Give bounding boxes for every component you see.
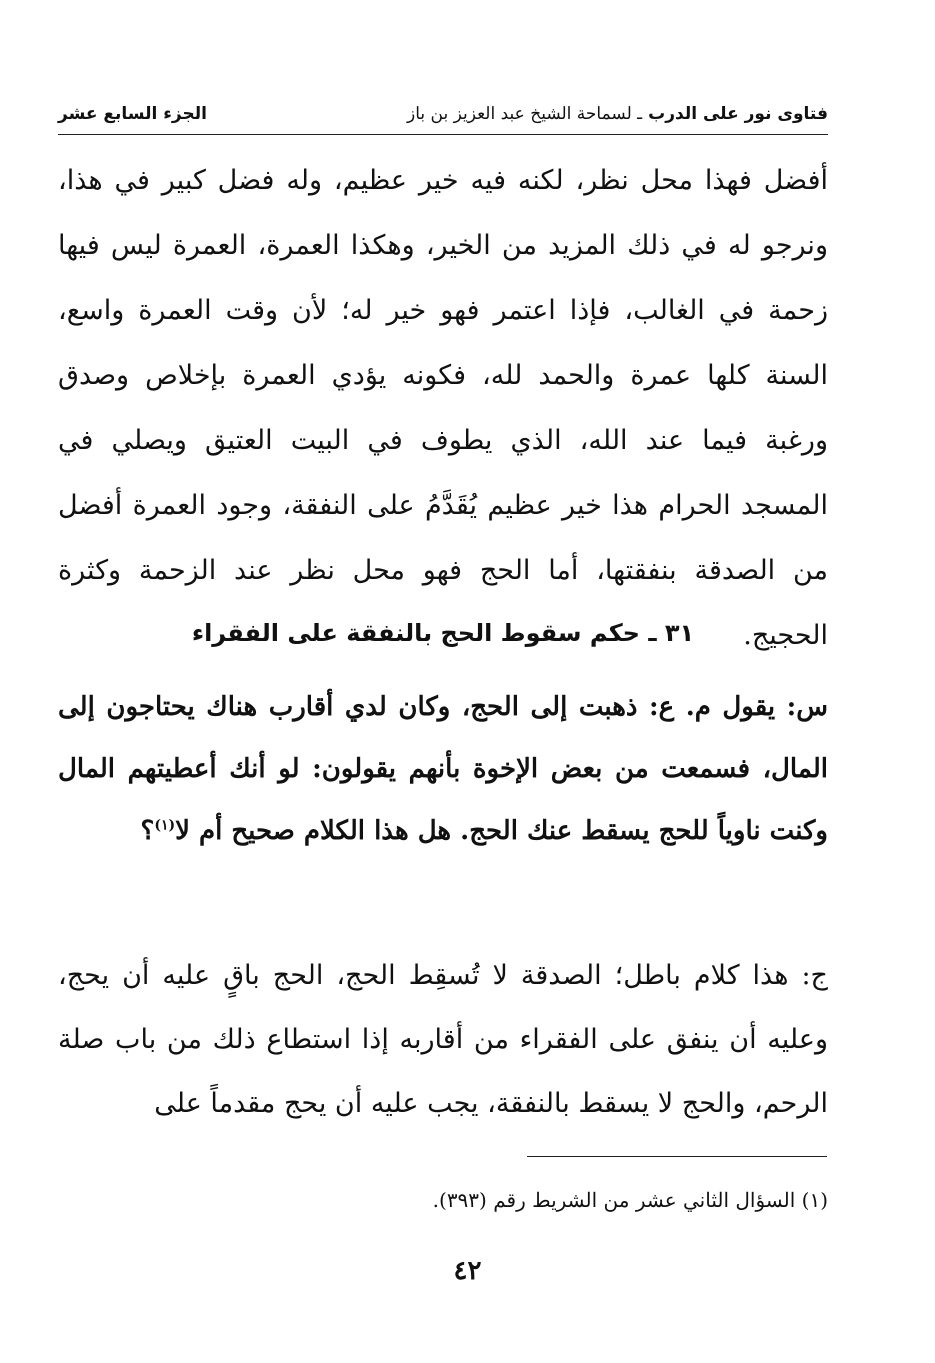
question-text: س: يقول م. ع: ذهبت إلى الحج، وكان لدي أقارب هناك يحتاجون إلى المال، فسمعت من بعض الإخوة بأنهم يقولون: لو أنك أعطيتهم المال وكنت ناوياً للحج يسقط عنك الحج. هل هذا الكلام صحيح أم لا — [58, 692, 828, 846]
book-title: فتاوى نور على الدرب — [648, 104, 828, 124]
paragraph-1: أفضل فهذا محل نظر، لكنه فيه خير عظيم، وله فضل كبير في هذا، ونرجو له في ذلك المزيد من الخير، وهكذا العمرة، العمرة ليس فيها زحمة في الغالب، فإذا اعتمر فهو خير له؛ لأن وقت العمرة واسع، السنة كلها عمرة والحمد لله، فكونه يؤدي العمرة بإخلاص وصدق ورغبة فيما عند الله، الذي يطوف في البيت العتيق ويصلي في المسجد الحرام هذا خير عظيم يُقَدَّمُ على النفقة، وجود العمرة أفضل من الصدقة بنفقتها، أما الحج فهو محل نظر عند الزحمة وكثرة الحجيج. — [58, 165, 828, 651]
volume-part: الجزء السابع عشر — [58, 104, 207, 124]
page-number: ٤٢ — [453, 1256, 482, 1286]
author-line: ـ لسماحة الشيخ عبد العزيز بن باز — [407, 104, 643, 124]
answer-block: ج: هذا كلام باطل؛ الصدقة لا تُسقِط الحج، الحج باقٍ عليه أن يحج، وعليه أن ينفق على الفقراء من أقاربه إذا استطاع ذلك من باب صلة الرحم، والحج لا يسقط بالنفقة، يجب عليه أن يحج مقدماً على — [58, 960, 828, 1119]
question-mark: ؟ — [140, 816, 155, 846]
footnote-divider — [527, 1156, 827, 1157]
footnote-reference[interactable]: (١) — [154, 817, 176, 834]
section-heading: ٣١ ـ حكم سقوط الحج بالنفقة على الفقراء — [191, 619, 695, 647]
footnote: (١) السؤال الثاني عشر من الشريط رقم (٣٩٣). — [432, 1188, 828, 1212]
question-block — [58, 676, 828, 862]
running-header — [58, 96, 828, 135]
